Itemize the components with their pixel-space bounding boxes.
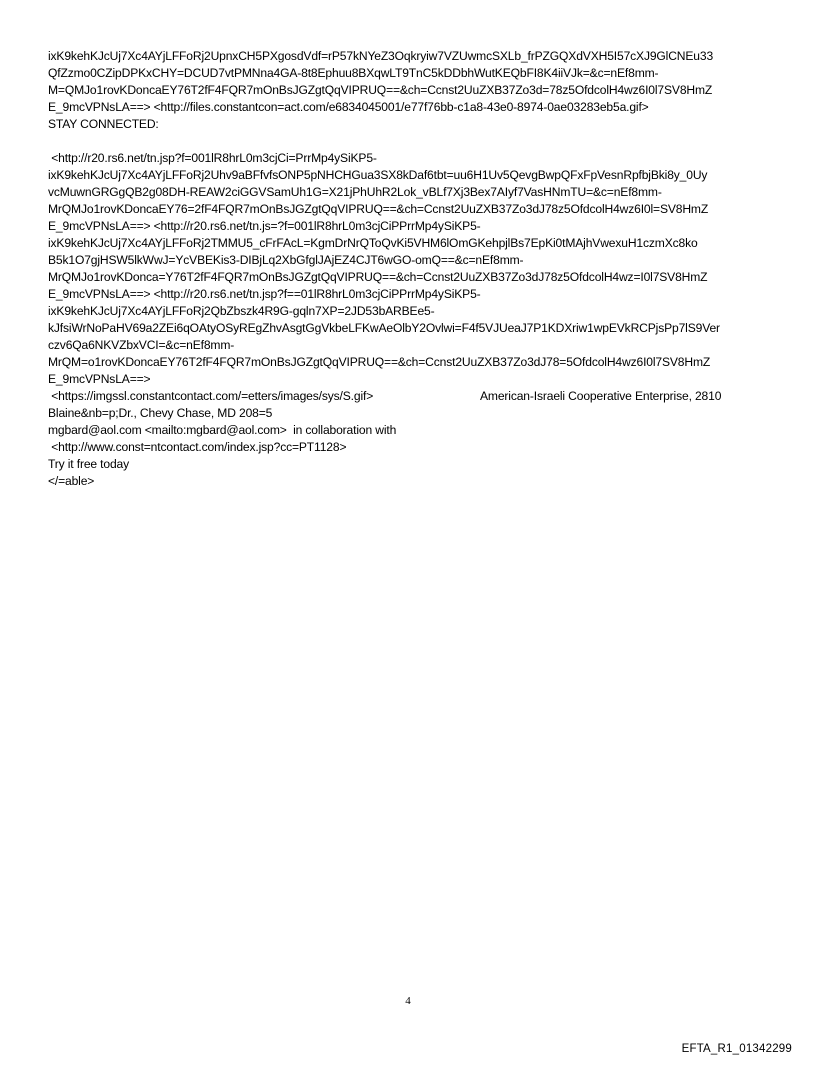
text-line: B5k1O7gjHSW5lkWwJ=YcVBEKis3-DIBjLq2XbGfglJAjEZ4CJT6wGO-omQ==&c=nEf8mm-: [48, 253, 524, 267]
text-line: Try it free today: [48, 457, 130, 471]
text-line: M=QMJo1rovKDoncaEY76T2fF4FQR7mOnBsJGZgtQqVIPRUQ==&ch=Ccnst2UuZXB37Zo3d=78z5OfdcolH4wz6I0l7SV8HmZ: [48, 83, 713, 97]
text-line: mgbard@aol.com <mailto:mgbard@aol.com> in collaboration with: [48, 423, 397, 437]
text-line: <http://www.const=ntcontact.com/index.jsp?cc=PT1128>: [48, 440, 347, 454]
text-line: ixK9kehKJcUj7Xc4AYjLFFoRj2QbZbszk4R9G-gqln7XP=2JD53bARBEe5-: [48, 304, 435, 318]
middle-block: [48, 150, 778, 388]
bottom-block: [48, 405, 778, 490]
text-line: kJfsiWrNoPaHV69a2ZEi6qOAtyOSyREgZhvAsgtGgVkbeLFKwAeOlbY2Ovlwi=F4f5VJUeaJ7P1KDXriw1wpEVkRCPjsPp7lS9Ver: [48, 321, 720, 335]
email-body-text: [48, 48, 778, 490]
text-line: MrQM=o1rovKDoncaEY76T2fF4FQR7mOnBsJGZgtQqVIPRUQ==&ch=Ccnst2UuZXB37Zo3dJ78=5OfdcolH4wz6I0l7SV8HmZ: [48, 355, 711, 369]
text-line: E_9mcVPNsLA==>: [48, 372, 151, 386]
text-line: ixK9kehKJcUj7Xc4AYjLFFoRj2TMMU5_cFrFAcL=KgmDrNrQToQvKi5VHM6lOmGKehpjlBs7EpKi0tMAjhVwexuH1czmXc8ko: [48, 236, 698, 250]
text-line: E_9mcVPNsLA==> <http://files.constantcon=act.com/e6834045001/e77f76bb-c1a8-43e0-8974-0ae03283eb5a.gif>: [48, 100, 649, 114]
text-line: Blaine&nb=p;Dr., Chevy Chase, MD 208=5: [48, 406, 273, 420]
footer-image-link[interactable]: <https://imgssl.constantcontact.com/=etters/images/sys/S.gif>: [48, 389, 374, 403]
footer-image-row: [48, 388, 778, 405]
blank-line: [48, 133, 778, 150]
text-line: E_9mcVPNsLA==> <http://r20.rs6.net/tn.jsp?f==01lR8hrL0m3cjCiPPrrMp4ySiKP5-: [48, 287, 481, 301]
text-line: vcMuwnGRGgQB2g08DH-REAW2ciGGVSamUh1G=X21jPhUhR2Lok_vBLf7Xj3Bex7AIyf7VasHNmTU=&c=nEf8mm-: [48, 185, 662, 199]
text-line: ixK9kehKJcUj7Xc4AYjLFFoRj2Uhv9aBFfvfsONP5pNHCHGua3SX8kDaf6tbt=uu6H1Uv5QevgBwpQFxFpVesnRpfbjBki8y_0Uy: [48, 168, 708, 182]
text-line: MrQMJo1rovKDonca=Y76T2fF4FQR7mOnBsJGZgtQqVIPRUQ==&ch=Ccnst2UuZXB37Zo3dJ78z5OfdcolH4wz=I0l7SV8HmZ: [48, 270, 708, 284]
text-line: STAY CONNECTED:: [48, 117, 159, 131]
text-line: MrQMJo1rovKDoncaEY76=2fF4FQR7mOnBsJGZgtQqVIPRUQ==&ch=Ccnst2UuZXB37Zo3dJ78z5OfdcolH4wz6I0l=SV8HmZ: [48, 202, 709, 216]
text-line: E_9mcVPNsLA==> <http://r20.rs6.net/tn.js=?f=001lR8hrL0m3cjCiPPrrMp4ySiKP5-: [48, 219, 481, 233]
page-number: 4: [405, 995, 411, 1007]
text-line: ixK9kehKJcUj7Xc4AYjLFFoRj2UpnxCH5PXgosdVdf=rP57kNYeZ3Oqkryiw7VZUwmcSXLb_frPZGQXdVXH5I57cXJ9GlCNEu33: [48, 49, 714, 63]
document-id: EFTA_R1_01342299: [681, 1043, 792, 1055]
text-line: <http://r20.rs6.net/tn.jsp?f=001lR8hrL0m3cjCi=PrrMp4ySiKP5-: [48, 151, 377, 165]
text-line: czv6Qa6NKVZbxVCI=&c=nEf8mm-: [48, 338, 235, 352]
organization-address: American-Israeli Cooperative Enterprise, 2810: [480, 389, 722, 403]
top-block: [48, 48, 778, 133]
text-line: QfZzmo0CZipDPKxCHY=DCUD7vtPMNna4GA-8t8Ephuu8BXqwLT9TnC5kDDbhWutKEQbFI8K4iiVJk=&c=nEf8mm-: [48, 66, 659, 80]
text-line: </=able>: [48, 474, 95, 488]
